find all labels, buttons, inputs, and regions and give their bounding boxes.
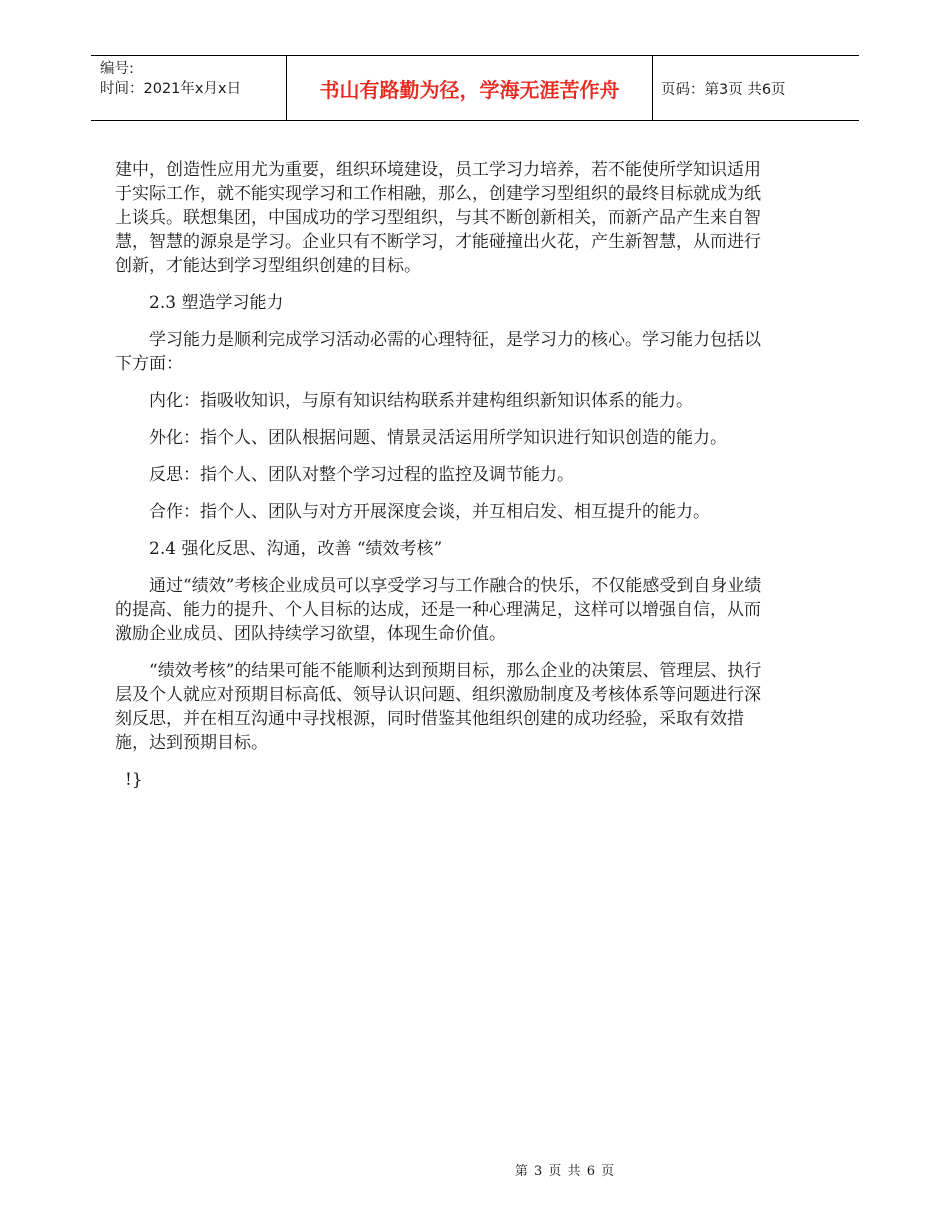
section-heading-2-3: 2.3 塑造学习能力 [149,293,284,313]
section-heading-2-4: 2.4 强化反思、沟通，改善 “绩效考核” [149,539,443,559]
paragraph-learning-ability: 学习能力是顺利完成学习活动必需的心理特征，是学习力的核心。学习能力包括以下方面： [115,330,761,374]
header-page-info: 页码：第3页 共6页 [661,81,786,98]
paragraph-performance-benefit: 通过“绩效”考核企业成员可以享受学习与工作融合的快乐，不仅能感受到自身业绩的提高、能力的提升、个人目标的达成，还是一种心理满足，这样可以增强自信，从而激励企业成员、团队持续学习欲望，体现生命价值。 [115,576,762,644]
document-body [115,158,775,805]
end-mark: !} [125,770,143,790]
paragraph-continuation: 建中，创造性应用尤为重要，组织环境建设，员工学习力培养，若不能使所学知识适用于实际工作，就不能实现学习和工作相融，那么，创建学习型组织的最终目标就成为纸上谈兵。联想集团，中国成功的学习型组织，与其不断创新相关，而新产品产生来自智慧，智慧的源泉是学习。企业只有不断学习，才能碰撞出火花，产生新智慧，从而进行创新，才能达到学习型组织创建的目标。 [115,160,761,276]
paragraph-cooperation: 合作：指个人、团队与对方开展深度会谈，并互相启发、相互提升的能力。 [149,502,710,522]
page-header [91,55,859,121]
paragraph-externalization: 外化：指个人、团队根据问题、情景灵活运用所学知识进行知识创造的能力。 [149,428,727,448]
document-time-label: 时间：2021年x月x日 [100,81,242,97]
page-footer: 第 3 页 共 6 页 [514,1164,616,1179]
paragraph-reflection: 反思：指个人、团队对整个学习过程的监控及调节能力。 [149,465,574,485]
document-number-label: 编号: [100,61,134,77]
paragraph-performance-reflection: “绩效考核”的结果可能不能顺利达到预期目标，那么企业的决策层、管理层、执行层及个人就应对预期目标高低、领导认识问题、组织激励制度及考核体系等问题进行深刻反思，并在相互沟通中寻找根源，同时借鉴其他组织创建的成功经验，采取有效措施，达到预期目标。 [115,661,762,753]
header-motto: 书山有路勤为径，学海无涯苦作舟 [286,56,653,120]
header-meta [91,56,286,120]
paragraph-internalization: 内化：指吸收知识，与原有知识结构联系并建构组织新知识体系的能力。 [149,391,693,411]
